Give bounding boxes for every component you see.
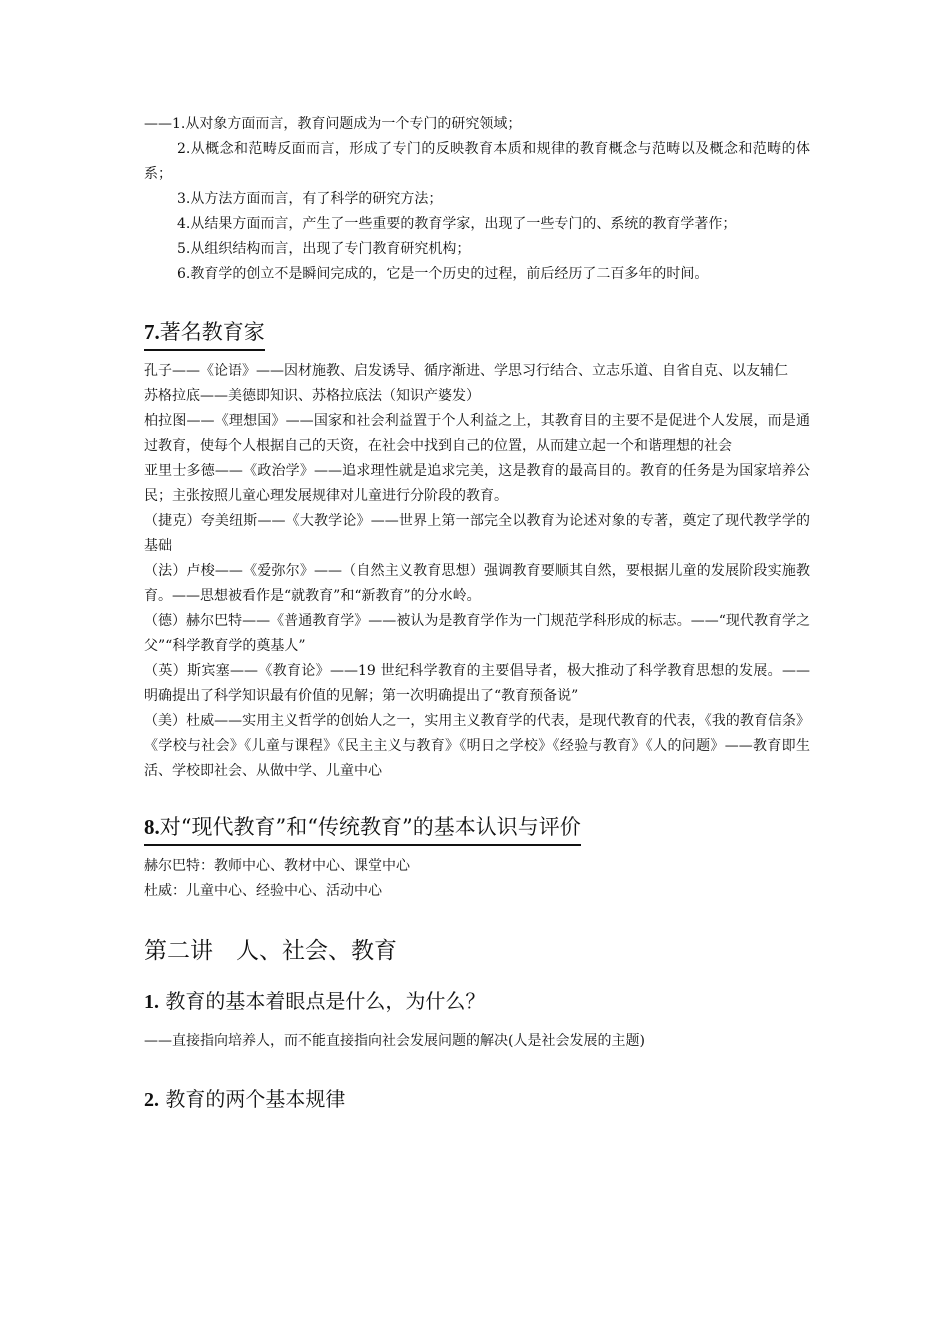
comparison-item: 杜威：儿童中心、经验中心、活动中心 [144, 883, 382, 899]
document-page [144, 112, 810, 1127]
section-number: 7. [144, 320, 160, 344]
question-number: 2. [144, 1089, 159, 1111]
educator-list [144, 359, 810, 784]
section-number: 8. [144, 815, 160, 839]
intro-list [144, 112, 810, 287]
educator-item: 亚里士多德——《政治学》——追求理性就是追求完美，这是教育的最高目的。教育的任务是为国家培养公民；主张按照儿童心理发展规律对儿童进行分阶段的教育。 [144, 463, 810, 504]
list-item: 4.从结果方面而言，产生了一些重要的教育学家，出现了一些专门的、系统的教育学著作； [177, 216, 737, 232]
comparison-item: 赫尔巴特：教师中心、教材中心、课堂中心 [144, 858, 410, 874]
section-7 [144, 317, 810, 351]
educator-item: 孔子——《论语》——因材施教、启发诱导、循序渐进、学思习行结合、立志乐道、自省自克、以友辅仁 [144, 363, 788, 379]
question-text: 教育的基本着眼点是什么，为什么？ [165, 989, 486, 1013]
educator-item: （英）斯宾塞——《教育论》——19 世纪科学教育的主要倡导者，极大推动了科学教育思想的发展。——明确提出了科学知识最有价值的见解；第一次明确提出了“教育预备说” [144, 663, 810, 704]
list-item: 5.从组织结构而言，出现了专门教育研究机构； [177, 241, 471, 257]
question-text: 教育的两个基本规律 [165, 1087, 346, 1111]
question-number: 1. [144, 991, 159, 1013]
educator-item: （捷克）夸美纽斯——《大教学论》——世界上第一部完全以教育为论述对象的专著，奠定了现代教学学的基础 [144, 513, 810, 554]
educator-item: （美）杜威——实用主义哲学的创始人之一，实用主义教育学的代表，是现代教育的代表，《我的教育信条》《学校与社会》《儿童与课程》《民主主义与教育》《明日之学校》《经验与教育》《人的问题》——教育即生活、学校即社会、从做中学、儿童中心 [144, 713, 810, 779]
list-item: 3.从方法方面而言，有了科学的研究方法； [177, 191, 443, 207]
comparison-list [144, 854, 810, 904]
question-heading [144, 986, 810, 1017]
section-title: 对“现代教育”和“传统教育”的基本认识与评价 [159, 815, 581, 839]
section-title: 著名教育家 [159, 320, 265, 344]
educator-item: （德）赫尔巴特——《普通教育学》——被认为是教育学作为一门规范学科形成的标志。——“现代教育学之父”“科学教育学的奠基人” [144, 613, 810, 654]
question-heading [144, 1084, 810, 1115]
section-heading [144, 812, 581, 846]
section-heading [144, 317, 265, 351]
educator-item: 苏格拉底——美德即知识、苏格拉底法（知识产婆发） [144, 388, 480, 404]
answer-text: ——直接指向培养人，而不能直接指向社会发展问题的解决(人是社会发展的主题) [144, 1033, 645, 1049]
educator-item: （法）卢梭——《爱弥尔》——（自然主义教育思想）强调教育要顺其自然，要根据儿童的发展阶段实施教育。——思想被看作是“就教育”和“新教育”的分水岭。 [144, 563, 810, 604]
educator-item: 柏拉图——《理想国》——国家和社会利益置于个人利益之上，其教育目的主要不是促进个人发展，而是通过教育，使每个人根据自己的天资，在社会中找到自己的位置，从而建立起一个和谐理想的社会 [144, 413, 810, 454]
list-item: 2.从概念和范畴反面而言，形成了专门的反映教育本质和规律的教育概念与范畴以及概念和范畴的体系； [144, 141, 810, 182]
list-item: ——1.从对象方面而言，教育问题成为一个专门的研究领域； [144, 116, 522, 132]
lecture-title: 第二讲 人、社会、教育 [144, 938, 397, 964]
section-8 [144, 812, 810, 846]
list-item: 6.教育学的创立不是瞬间完成的，它是一个历史的过程，前后经历了二百多年的时间。 [177, 266, 709, 282]
